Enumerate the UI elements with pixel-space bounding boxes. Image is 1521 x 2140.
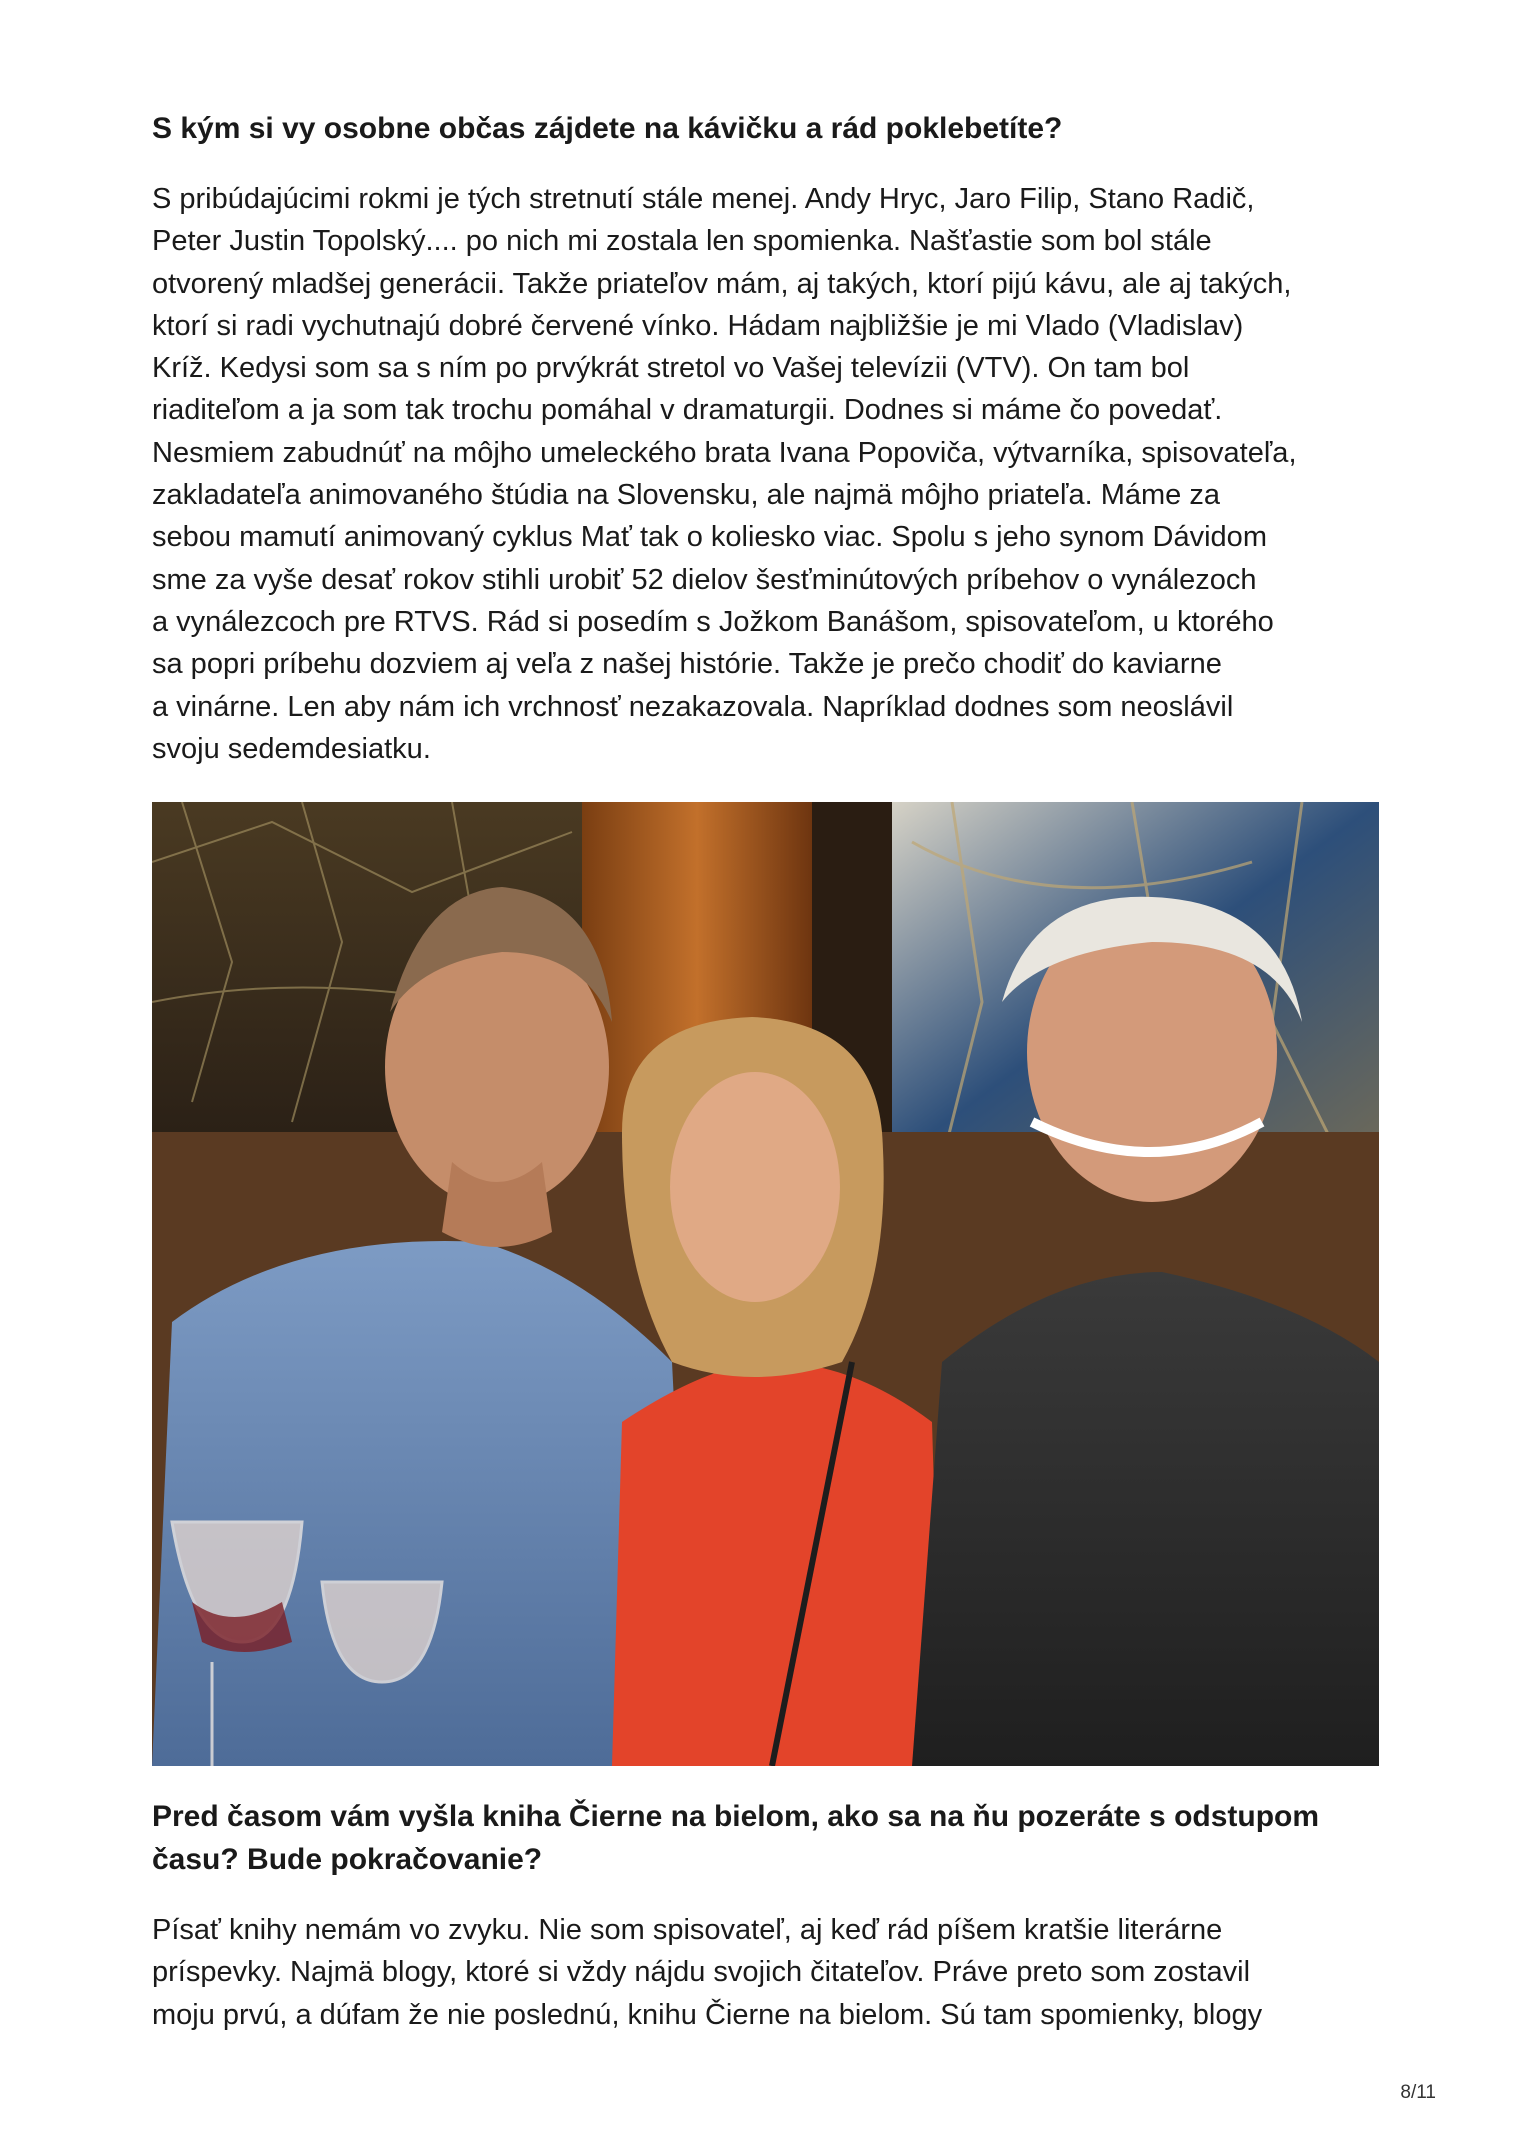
paragraph-line: sebou mamutí animovaný cyklus Mať tak o koliesko viac. Spolu s jeho synom Dávidom [152, 521, 1267, 554]
answer-paragraph-1 [152, 178, 1382, 770]
paragraph-line: riaditeľom a ja som tak trochu pomáhal v dramaturgii. Dodnes si máme čo povedať. [152, 394, 1223, 427]
answer-paragraph-2 [152, 1909, 1382, 2036]
paragraph-line: sa popri príbehu dozviem aj veľa z našej histórie. Takže je prečo chodiť do kaviarne [152, 648, 1222, 681]
paragraph-line: Písať knihy nemám vo zvyku. Nie som spisovateľ, aj keď rád píšem kratšie literárne [152, 1914, 1223, 1946]
page-number: 8/11 [1400, 2082, 1436, 2103]
paragraph-line: S pribúdajúcimi rokmi je tých stretnutí stále menej. Andy Hryc, Jaro Filip, Stano Radič, [152, 183, 1255, 215]
paragraph-line: ktorí si radi vychutnajú dobré červené vínko. Hádam najbližšie je mi Vlado (Vladislav) [152, 309, 1244, 342]
group-photo [152, 802, 1379, 1766]
paragraph-line: sme za vyše desať rokov stihli urobiť 52 dielov šesťminútových príbehov o vynálezoch [152, 563, 1257, 596]
paragraph-line: zakladateľa animovaného štúdia na Slovensku, ale najmä môjho priateľa. Máme za [152, 479, 1220, 512]
paragraph-line: otvorený mladšej generácii. Takže priateľov mám, aj takých, ktorí pijú kávu, ale aj takých, [152, 267, 1292, 300]
paragraph-line: Nesmiem zabudnúť na môjho umeleckého brata Ivana Popoviča, výtvarníka, spisovateľa, [152, 436, 1297, 469]
paragraph-line: príspevky. Najmä blogy, ktoré si vždy nájdu svojich čitateľov. Práve preto som zostavil [152, 1956, 1251, 1989]
heading-line: času? Bude pokračovanie? [152, 1843, 543, 1876]
heading-line: Pred časom vám vyšla kniha Čierne na bielom, ako sa na ňu pozeráte s odstupom [152, 1800, 1320, 1833]
paragraph-line: a vynálezcoch pre RTVS. Rád si posedím s Jožkom Banášom, spisovateľom, u ktorého [152, 605, 1274, 638]
paragraph-line: a vinárne. Len aby nám ich vrchnosť nezakazovala. Napríklad dodnes som neoslávil [152, 690, 1234, 723]
paragraph-line: svoju sedemdesiatku. [152, 732, 431, 765]
question-heading-2 [152, 1795, 1382, 1881]
question-heading-1: S kým si vy osobne občas zájdete na kávičku a rád poklebetíte? [152, 112, 1063, 145]
paragraph-line: moju prvú, a dúfam že nie poslednú, knihu Čierne na bielom. Sú tam spomienky, blogy [152, 1998, 1263, 2031]
paragraph-line: Kríž. Kedysi som sa s ním po prvýkrát stretol vo Vašej televízii (VTV). On tam bol [152, 352, 1190, 385]
paragraph-line: Peter Justin Topolský.... po nich mi zostala len spomienka. Našťastie som bol stále [152, 225, 1212, 258]
